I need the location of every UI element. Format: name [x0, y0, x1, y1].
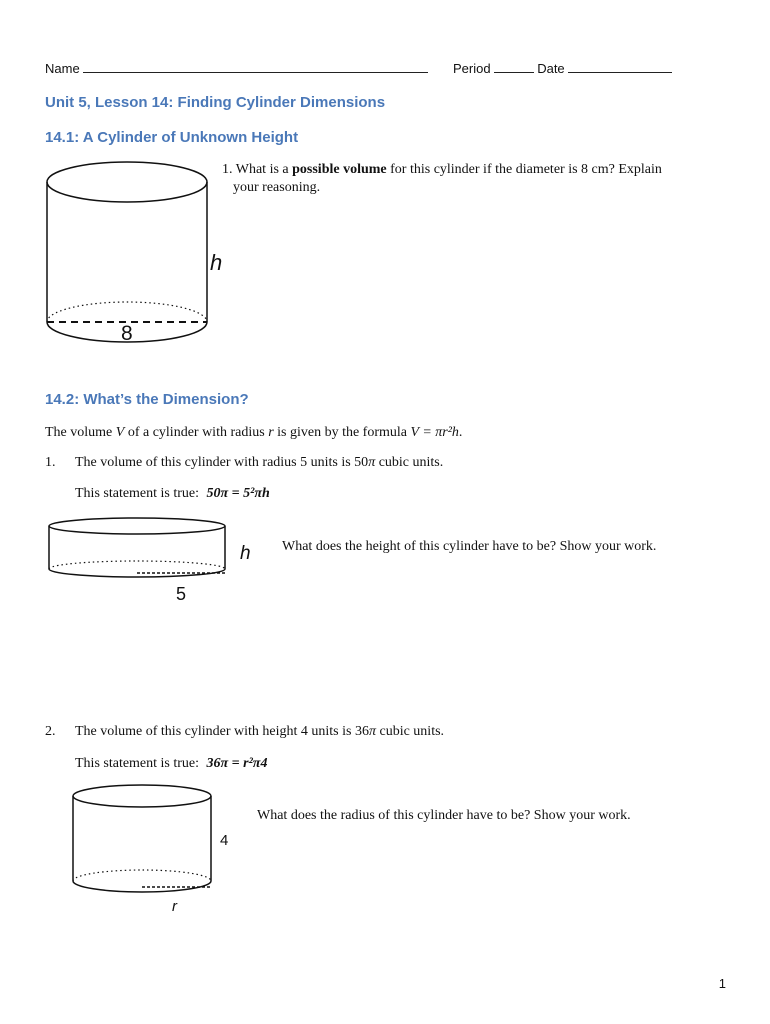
q2-text: The volume of this cylinder with height 4 units is 36π cubic units. — [75, 724, 445, 739]
cylinder-diagram-2 — [44, 512, 244, 587]
radius-label-r: r — [172, 898, 177, 915]
name-blank[interactable] — [83, 60, 428, 73]
lesson-title: Unit 5, Lesson 14: Finding Cylinder Dimensions — [45, 94, 386, 111]
period-date-field — [453, 60, 672, 76]
section-heading-14-1: 14.1: A Cylinder of Unknown Height — [45, 129, 299, 146]
radius-label-5: 5 — [176, 584, 187, 604]
question-14-1: 1. What is a possible volume for this cylinder if the diameter is 8 cm? Explain your reasoning. — [222, 162, 662, 195]
diameter-label-8: 8 — [121, 322, 133, 345]
period-label: Period — [453, 61, 491, 76]
cylinder-diagram-3 — [68, 780, 228, 900]
cylinder-diagram-1 — [40, 155, 230, 355]
section-heading-14-2: 14.2: What’s the Dimension? — [45, 391, 249, 408]
height-label-h-2: h — [240, 543, 251, 564]
q1-equation: 50π = 5²πh — [206, 486, 270, 501]
q2-statement: This statement is true: 36π = r²π4 — [75, 756, 268, 771]
q2-equation: 36π = r²π4 — [206, 756, 268, 771]
q1-prompt: What does the height of this cylinder have to be? Show your work. — [282, 539, 657, 554]
q1-number: 1. — [45, 455, 56, 470]
volume-formula: V = πr²h — [410, 425, 459, 440]
q2-number: 2. — [45, 724, 56, 739]
period-blank[interactable] — [494, 60, 534, 73]
name-label: Name — [45, 61, 80, 76]
height-label-4: 4 — [220, 832, 229, 849]
q2-prompt: What does the radius of this cylinder have to be? Show your work. — [257, 808, 631, 823]
name-field — [45, 60, 428, 76]
formula-intro: The volume V of a cylinder with radius r is given by the formula V = πr²h. — [45, 425, 463, 440]
q1-text: The volume of this cylinder with radius 5 units is 50π cubic units. — [75, 455, 444, 470]
q1-statement: This statement is true: 50π = 5²πh — [75, 486, 270, 501]
date-blank[interactable] — [568, 60, 672, 73]
date-label: Date — [537, 61, 565, 76]
height-label-h: h — [210, 250, 223, 275]
page-number: 1 — [718, 976, 726, 991]
